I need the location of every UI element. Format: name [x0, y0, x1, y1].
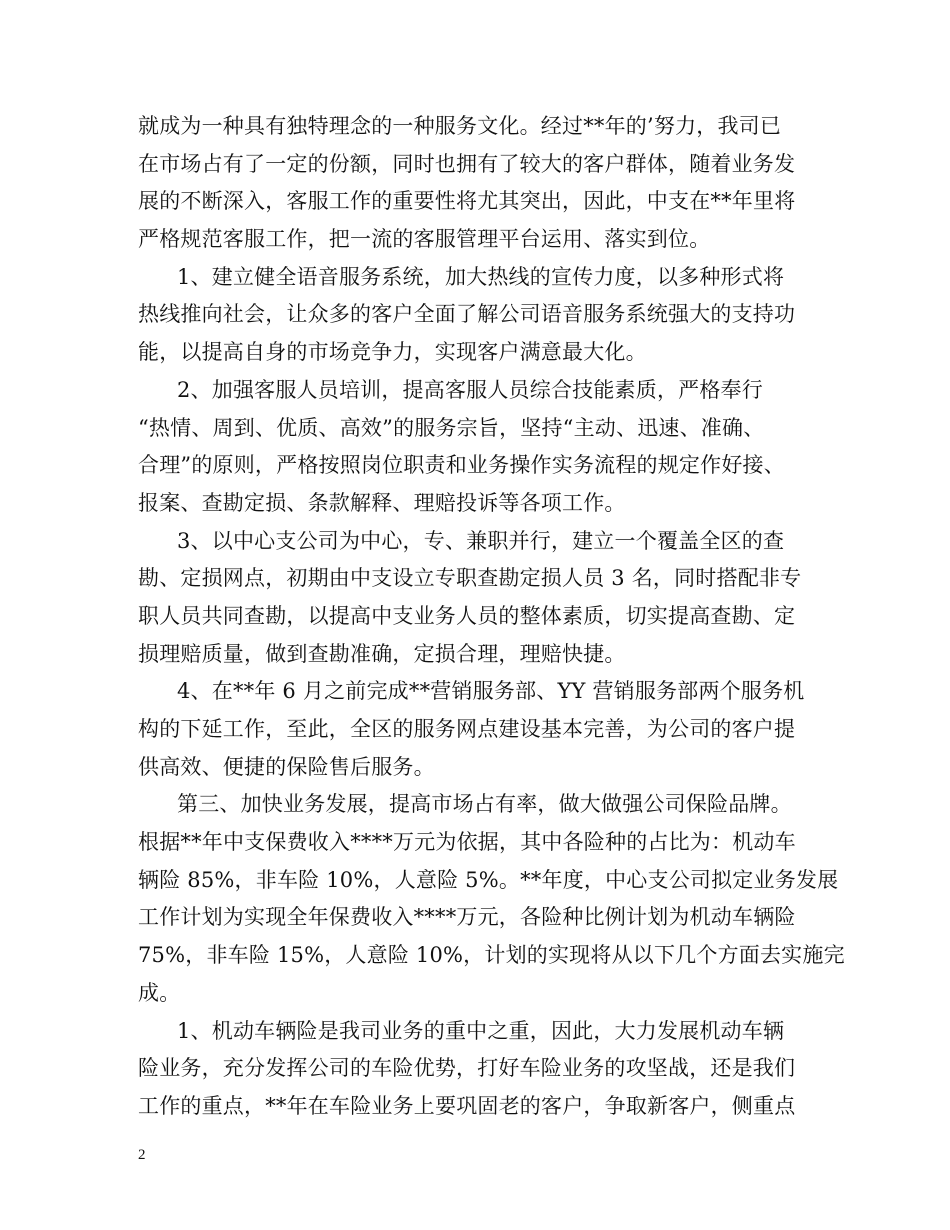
text-line: 1、机动车辆险是我司业务的重中之重，因此，大力发展机动车辆: [177, 1018, 785, 1043]
text-line: 3、以中心支公司为中心，专、兼职并行，建立一个覆盖全区的查: [177, 528, 785, 553]
text-line: 1、建立健全语音服务系统，加大热线的宣传力度，以多种形式将: [177, 264, 785, 289]
text-line: 热线推向社会，让众多的客户全面了解公司语音服务系统强大的支持功: [138, 302, 796, 327]
text-line: “热情、周到、优质、高效”的服务宗旨，坚持“主动、迅速、准确、: [138, 415, 765, 440]
text-line: 4、在**年 6 月之前完成**营销服务部、YY 营销服务部两个服务机: [177, 679, 805, 704]
text-line: 损理赔质量，做到查勘准确，定损合理，理赔快捷。: [138, 641, 626, 666]
text-line: 工作的重点，**年在车险业务上要巩固老的客户，争取新客户，侧重点: [138, 1093, 796, 1118]
page-number: 2: [138, 1147, 146, 1163]
text-line: 能，以提高自身的市场竞争力，实现客户满意最大化。: [138, 340, 647, 365]
text-line: 2、加强客服人员培训，提高客服人员综合技能素质，严格奉行: [177, 377, 763, 402]
text-line: 合理”的原则，严格按照岗位职责和业务操作实务流程的规定作好接、: [138, 453, 785, 478]
text-line: 辆险 85%，非车险 10%，人意险 5%。**年度，中心支公司拟定业务发展: [138, 867, 839, 892]
text-line: 报案、查勘定损、条款解释、理赔投诉等各项工作。: [138, 490, 626, 515]
text-line: 工作计划为实现全年保费收入****万元，各险种比例计划为机动车辆险: [138, 905, 796, 930]
text-line: 根据**年中支保费收入****万元为依据，其中各险种的占比为：机动车: [138, 830, 796, 855]
text-line: 供高效、便捷的保险售后服务。: [138, 754, 435, 779]
text-line: 在市场占有了一定的份额，同时也拥有了较大的客户群体，随着业务发: [138, 151, 796, 176]
text-line: 就成为一种具有独特理念的一种服务文化。经过**年的’努力，我司已: [138, 114, 782, 138]
text-line: 险业务，充分发挥公司的车险优势，打好车险业务的攻坚战，还是我们: [138, 1056, 796, 1081]
text-line: 构的下延工作，至此，全区的服务网点建设基本完善，为公司的客户提: [138, 717, 796, 741]
text-line: 第三、加快业务发展，提高市场占有率，做大做强公司保险品牌。: [177, 792, 792, 817]
text-line: 职人员共同查勘，以提高中支业务人员的整体素质，切实提高查勘、定: [138, 603, 796, 628]
text-line: 展的不断深入，客服工作的重要性将尤其突出，因此，中支在**年里将: [138, 189, 796, 214]
body-text: [138, 108, 845, 1126]
text-line: 75%，非车险 15%，人意险 10%，计划的实现将从以下几个方面去实施完: [138, 943, 845, 968]
text-line: 严格规范客服工作，把一流的客服管理平台运用、落实到位。: [138, 227, 711, 252]
text-line: 勘、定损网点，初期由中支设立专职查勘定损人员 3 名，同时搭配非专: [138, 566, 802, 591]
text-line: 成。: [138, 980, 181, 1005]
